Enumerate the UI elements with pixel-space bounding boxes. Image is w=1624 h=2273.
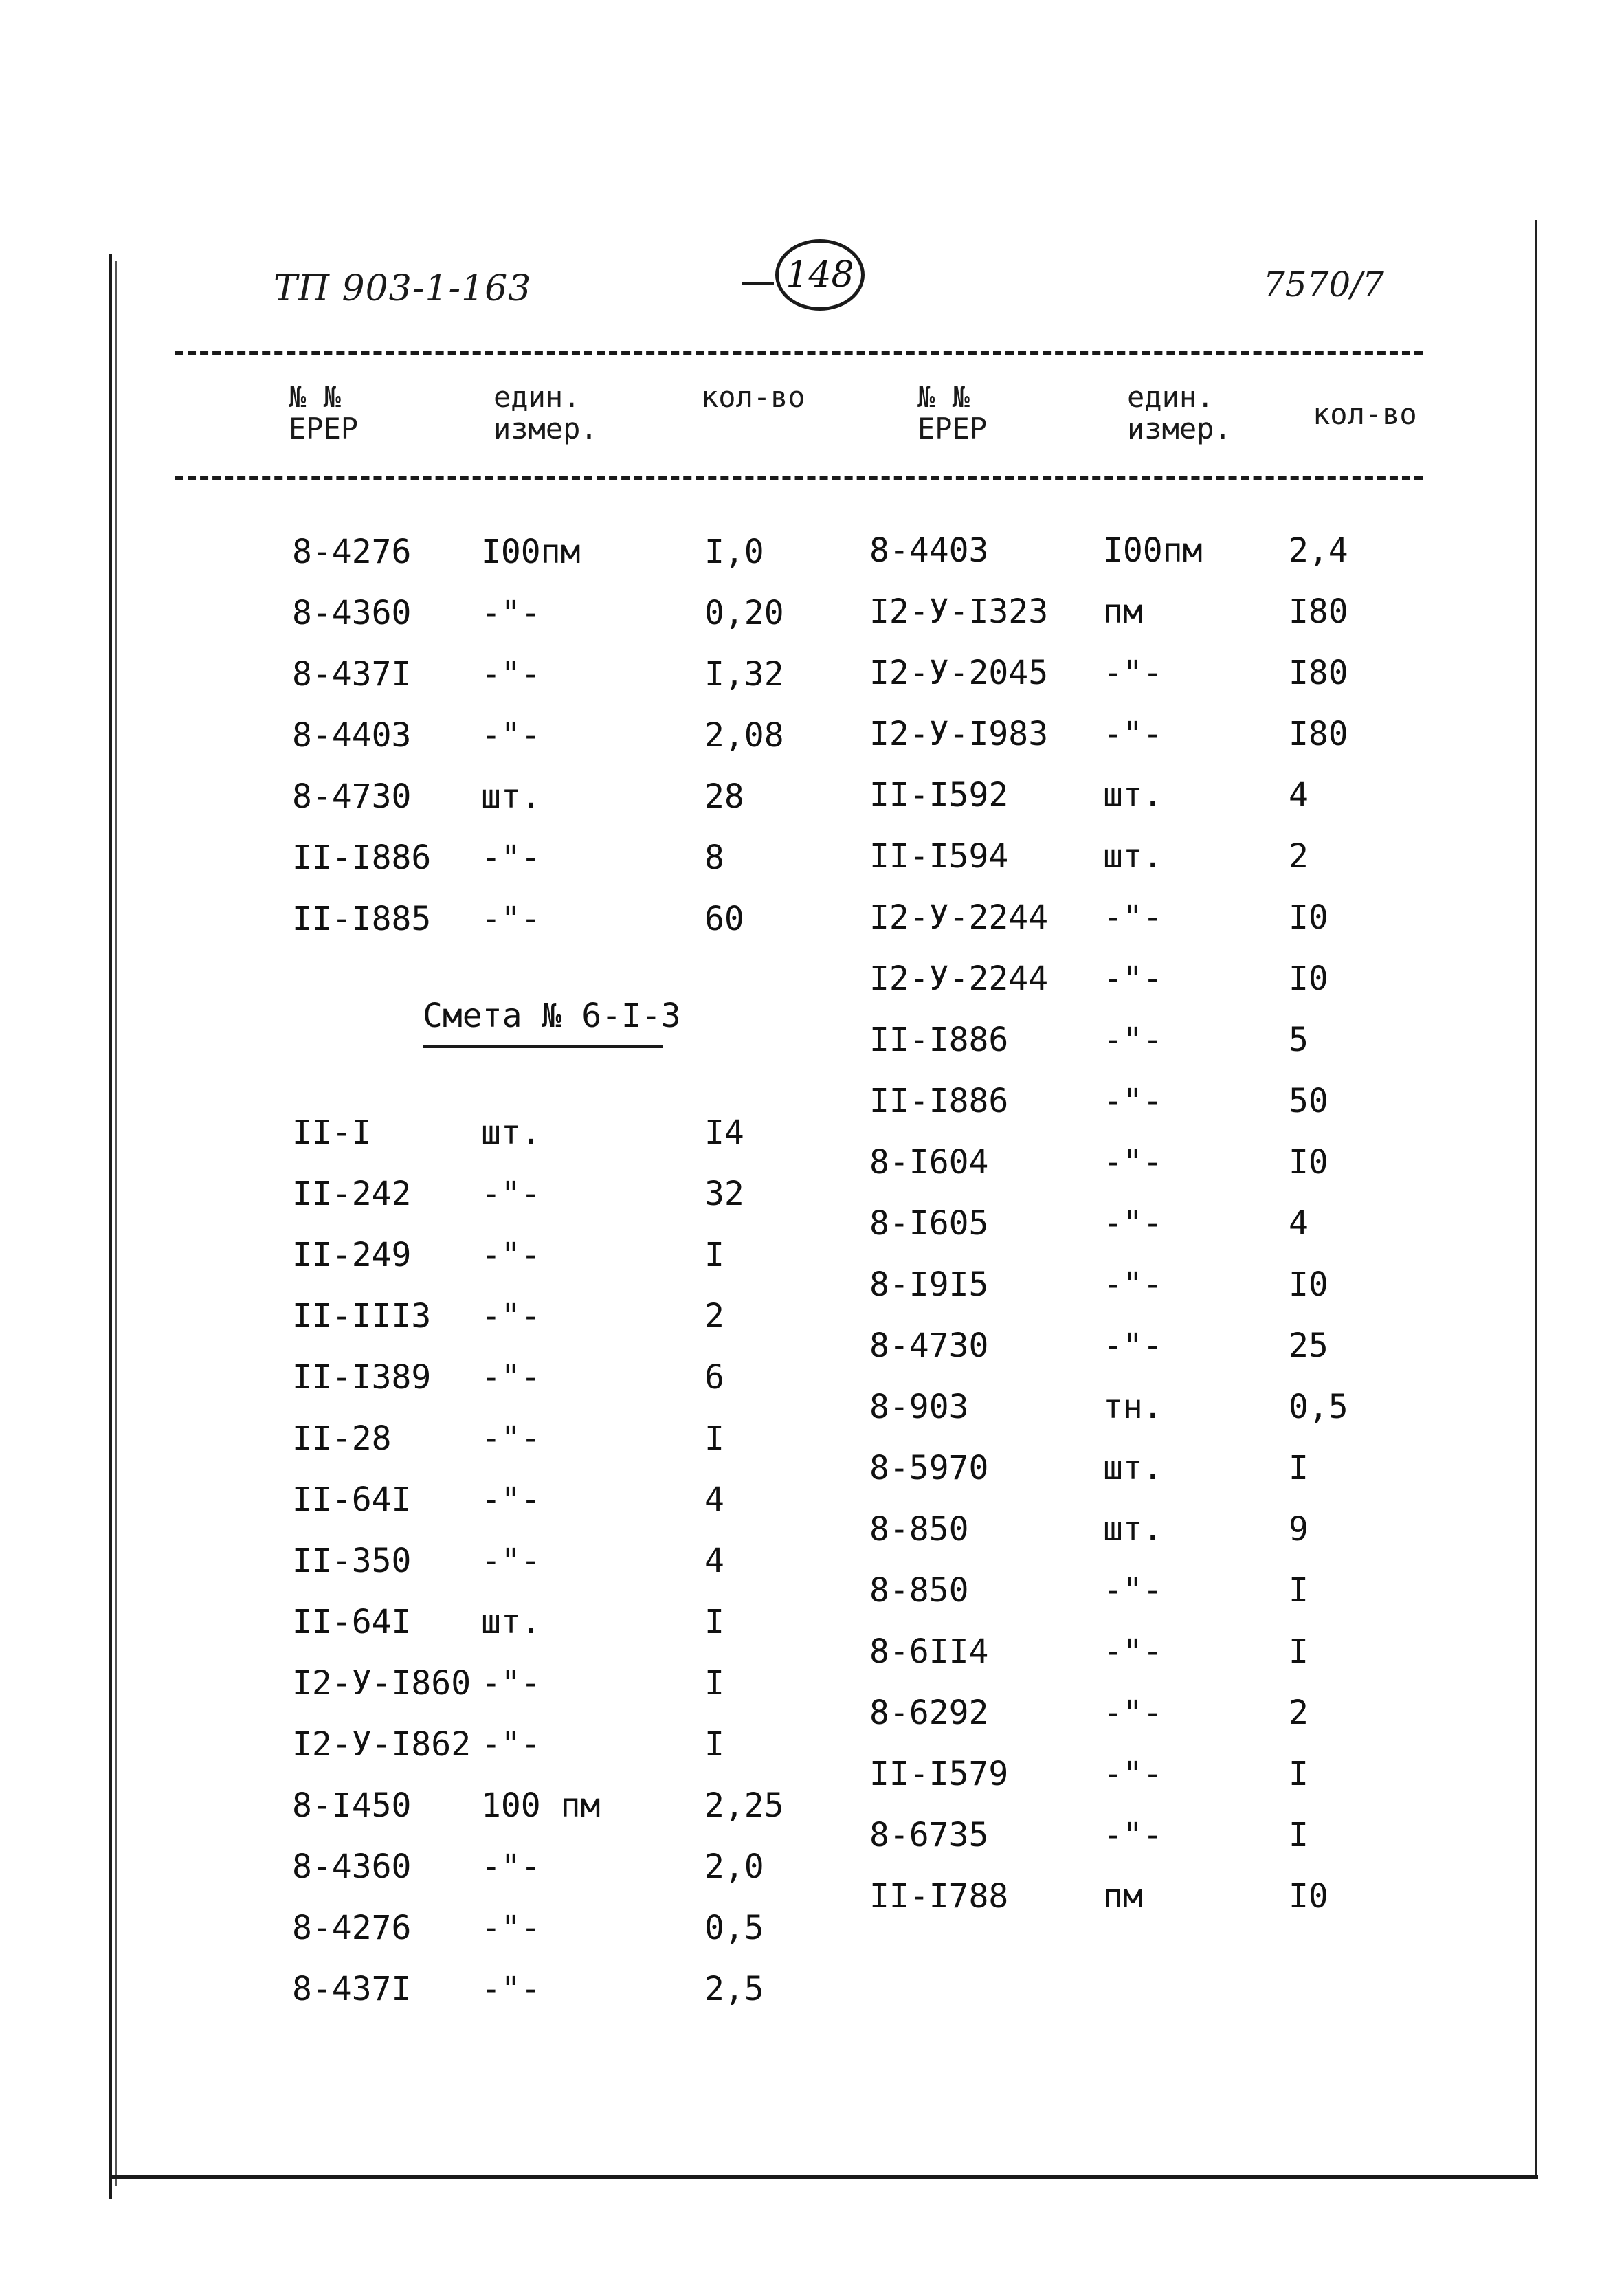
- left-row-qty: 60: [704, 900, 744, 938]
- page-number: 148: [775, 239, 865, 311]
- page-number-dash: [742, 282, 774, 285]
- right-row-unit: -"-: [1103, 1265, 1163, 1304]
- left-row-unit: -"-: [481, 1419, 541, 1458]
- frame-right-border: [1535, 220, 1537, 2179]
- right-row-qty: I0: [1289, 1877, 1328, 1916]
- left-header-unit-line1: един.: [493, 380, 581, 414]
- left-row-code: II-64I: [292, 1603, 412, 1641]
- right-row-unit: -"-: [1103, 715, 1163, 753]
- right-row-qty: I: [1289, 1632, 1309, 1671]
- left-row-unit: -"-: [481, 655, 541, 694]
- right-row-code: 8-6292: [869, 1694, 989, 1732]
- right-row-unit: пм: [1103, 592, 1143, 631]
- header-top-divider: [175, 351, 1423, 355]
- left-row-qty: I,32: [704, 655, 784, 694]
- left-row-unit: -"-: [481, 594, 541, 632]
- left-row-unit: -"-: [481, 1664, 541, 1703]
- right-row-qty: I: [1289, 1449, 1309, 1487]
- right-row-unit: -"-: [1103, 1327, 1163, 1365]
- left-row-unit: 100 пм: [481, 1786, 601, 1825]
- section-title-underline: [423, 1045, 663, 1048]
- left-row-unit: -"-: [481, 1358, 541, 1397]
- right-row-qty: I80: [1289, 654, 1348, 692]
- left-row-unit: -"-: [481, 1970, 541, 2008]
- left-row-qty: 2: [704, 1297, 724, 1335]
- left-row-code: 8-4360: [292, 594, 412, 632]
- right-row-unit: -"-: [1103, 1755, 1163, 1793]
- right-row-unit: тн.: [1103, 1388, 1163, 1426]
- right-row-unit: -"-: [1103, 1571, 1163, 1610]
- right-row-code: 8-I605: [869, 1204, 989, 1243]
- right-row-unit: -"-: [1103, 1204, 1163, 1243]
- left-header-unit: [493, 381, 598, 445]
- right-row-code: 8-I9I5: [869, 1265, 989, 1304]
- left-row-qty: 8: [704, 839, 724, 877]
- right-row-qty: I80: [1289, 592, 1348, 631]
- left-row-qty: 2,25: [704, 1786, 784, 1825]
- right-row-qty: 0,5: [1289, 1388, 1348, 1426]
- left-row-qty: 4: [704, 1542, 724, 1580]
- right-row-code: I2-У-I323: [869, 592, 1049, 631]
- right-row-qty: 2: [1289, 1694, 1309, 1732]
- left-row-qty: I: [704, 1725, 724, 1764]
- right-row-qty: 4: [1289, 776, 1309, 814]
- right-row-code: II-I592: [869, 776, 1009, 814]
- right-row-code: 8-850: [869, 1571, 969, 1610]
- left-row-qty: 0,20: [704, 594, 784, 632]
- right-row-qty: I0: [1289, 898, 1328, 937]
- right-row-qty: 4: [1289, 1204, 1309, 1243]
- right-row-code: II-I594: [869, 837, 1009, 876]
- right-row-code: II-I886: [869, 1021, 1009, 1059]
- left-row-unit: -"-: [481, 1481, 541, 1519]
- right-row-code: I2-У-I983: [869, 715, 1049, 753]
- left-row-code: II-249: [292, 1236, 412, 1274]
- left-row-code: 8-I450: [292, 1786, 412, 1825]
- left-row-qty: 28: [704, 777, 744, 816]
- left-row-unit: -"-: [481, 1909, 541, 1947]
- left-row-code: II-350: [292, 1542, 412, 1580]
- left-row-unit: -"-: [481, 1542, 541, 1580]
- left-row-code: II-I886: [292, 839, 432, 877]
- left-header-code: [289, 381, 358, 445]
- right-row-code: I2-У-2045: [869, 654, 1049, 692]
- left-row-unit: -"-: [481, 1848, 541, 1886]
- left-row-unit: -"-: [481, 839, 541, 877]
- section-title: Смета № 6-I-3: [423, 997, 681, 1035]
- frame-left-border: [109, 254, 112, 2199]
- right-row-qty: I0: [1289, 960, 1328, 998]
- right-header-code-line2: ЕРЕР: [917, 412, 988, 445]
- page-number-stamp: [742, 239, 873, 315]
- right-row-qty: 9: [1289, 1510, 1309, 1549]
- left-row-code: 8-437I: [292, 1970, 412, 2008]
- left-row-code: I2-У-I860: [292, 1664, 471, 1703]
- left-row-qty: I: [704, 1664, 724, 1703]
- right-header-code-line1: № №: [917, 380, 970, 414]
- left-row-code: II-28: [292, 1419, 392, 1458]
- right-row-unit: I00пм: [1103, 531, 1203, 570]
- left-row-code: II-III3: [292, 1297, 432, 1335]
- right-row-qty: I: [1289, 1571, 1309, 1610]
- right-row-code: 8-6735: [869, 1816, 989, 1854]
- left-row-code: 8-4276: [292, 1909, 412, 1947]
- left-row-qty: I: [704, 1419, 724, 1458]
- right-row-unit: шт.: [1103, 1510, 1163, 1549]
- left-row-code: 8-4276: [292, 533, 412, 571]
- left-row-code: II-64I: [292, 1481, 412, 1519]
- right-row-qty: I0: [1289, 1143, 1328, 1182]
- right-row-code: 8-I604: [869, 1143, 989, 1182]
- right-row-unit: -"-: [1103, 898, 1163, 937]
- right-row-code: 8-6II4: [869, 1632, 989, 1671]
- right-row-unit: -"-: [1103, 1082, 1163, 1120]
- right-row-unit: -"-: [1103, 654, 1163, 692]
- left-row-unit: шт.: [481, 1603, 541, 1641]
- right-header-unit: [1127, 381, 1232, 445]
- left-row-code: 8-4730: [292, 777, 412, 816]
- right-row-qty: 5: [1289, 1021, 1309, 1059]
- left-row-unit: I00пм: [481, 533, 581, 571]
- right-row-qty: I0: [1289, 1265, 1328, 1304]
- right-row-code: I2-У-2244: [869, 960, 1049, 998]
- left-header-qty: кол-во: [701, 380, 805, 414]
- right-row-qty: I80: [1289, 715, 1348, 753]
- left-header-code-line1: № №: [289, 380, 341, 414]
- right-row-code: I2-У-2244: [869, 898, 1049, 937]
- right-row-unit: -"-: [1103, 960, 1163, 998]
- left-row-code: 8-437I: [292, 655, 412, 694]
- right-row-code: 8-4403: [869, 531, 989, 570]
- left-row-unit: -"-: [481, 1725, 541, 1764]
- frame-bottom-border: [109, 2175, 1538, 2179]
- left-row-code: II-I: [292, 1113, 372, 1152]
- left-row-code: II-I389: [292, 1358, 432, 1397]
- right-row-code: II-I579: [869, 1755, 1009, 1793]
- left-row-qty: 6: [704, 1358, 724, 1397]
- right-row-unit: шт.: [1103, 776, 1163, 814]
- right-row-code: 8-850: [869, 1510, 969, 1549]
- left-row-qty: 2,08: [704, 716, 784, 755]
- left-row-qty: I: [704, 1603, 724, 1641]
- left-row-code: II-I885: [292, 900, 432, 938]
- right-row-qty: 2: [1289, 837, 1309, 876]
- right-header-unit-line2: измер.: [1127, 412, 1232, 445]
- left-row-qty: 4: [704, 1481, 724, 1519]
- left-row-qty: 0,5: [704, 1909, 764, 1947]
- left-row-qty: 32: [704, 1175, 744, 1213]
- right-row-code: II-I886: [869, 1082, 1009, 1120]
- left-row-code: I2-У-I862: [292, 1725, 471, 1764]
- right-header-qty: кол-во: [1313, 397, 1417, 431]
- right-row-unit: -"-: [1103, 1143, 1163, 1182]
- right-row-unit: -"-: [1103, 1694, 1163, 1732]
- left-row-unit: -"-: [481, 1297, 541, 1335]
- frame-left-inner-border: [115, 261, 117, 2186]
- document-code: ТП 903-1-163: [274, 268, 532, 309]
- sheet-number: 7570/7: [1263, 265, 1384, 304]
- right-header-code: [917, 381, 987, 445]
- left-row-qty: 2,0: [704, 1848, 764, 1886]
- right-row-qty: 50: [1289, 1082, 1328, 1120]
- left-row-qty: I4: [704, 1113, 744, 1152]
- right-row-unit: -"-: [1103, 1816, 1163, 1854]
- right-row-qty: 2,4: [1289, 531, 1348, 570]
- left-row-qty: I,0: [704, 533, 764, 571]
- left-row-code: 8-4360: [292, 1848, 412, 1886]
- right-row-unit: пм: [1103, 1877, 1143, 1916]
- right-row-code: 8-4730: [869, 1327, 989, 1365]
- left-row-unit: -"-: [481, 900, 541, 938]
- left-row-unit: шт.: [481, 777, 541, 816]
- right-row-code: 8-5970: [869, 1449, 989, 1487]
- right-row-qty: I: [1289, 1755, 1309, 1793]
- left-row-qty: 2,5: [704, 1970, 764, 2008]
- left-row-qty: I: [704, 1236, 724, 1274]
- right-row-code: II-I788: [869, 1877, 1009, 1916]
- left-row-code: 8-4403: [292, 716, 412, 755]
- left-row-unit: шт.: [481, 1113, 541, 1152]
- right-row-unit: шт.: [1103, 837, 1163, 876]
- right-row-qty: 25: [1289, 1327, 1328, 1365]
- right-row-unit: -"-: [1103, 1021, 1163, 1059]
- left-row-code: II-242: [292, 1175, 412, 1213]
- left-row-unit: -"-: [481, 1236, 541, 1274]
- right-row-code: 8-903: [869, 1388, 969, 1426]
- right-row-unit: шт.: [1103, 1449, 1163, 1487]
- right-row-unit: -"-: [1103, 1632, 1163, 1671]
- right-header-unit-line1: един.: [1127, 380, 1214, 414]
- right-row-qty: I: [1289, 1816, 1309, 1854]
- left-header-unit-line2: измер.: [493, 412, 598, 445]
- header-bottom-divider: [175, 476, 1423, 480]
- left-row-unit: -"-: [481, 716, 541, 755]
- left-header-code-line2: ЕРЕР: [289, 412, 359, 445]
- left-row-unit: -"-: [481, 1175, 541, 1213]
